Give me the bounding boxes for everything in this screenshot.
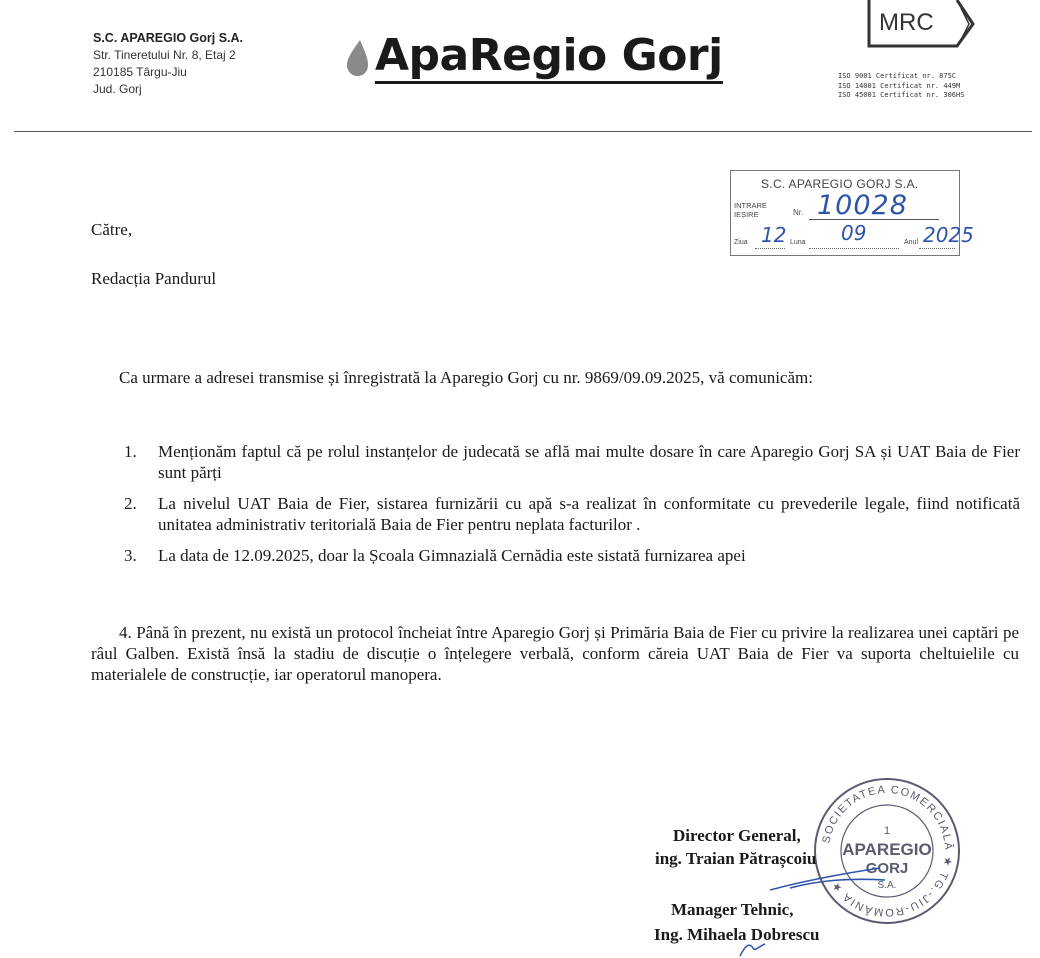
stamp-label-out: IEȘIRE [734, 209, 759, 219]
manager-name: Ing. Mihaela Dobrescu [654, 925, 820, 944]
iso-line: ISO 9001 Certificat nr. 875C [838, 72, 957, 80]
director-title: Director General, [673, 826, 801, 845]
stamp-year-label: Anul [904, 239, 919, 246]
company-seal [812, 776, 962, 926]
stamp-day-value: 12 [761, 223, 787, 247]
water-drop-icon [343, 38, 371, 78]
stamp-month-label: Luna [790, 239, 806, 246]
iso-line: ISO 14001 Certificat nr. 449M [838, 81, 961, 90]
logo-wordmark: ApaRegio Gorj [375, 32, 723, 84]
director-signature [760, 860, 890, 900]
stamp-month-line [809, 248, 899, 249]
recipient: Redacția Pandurul [91, 269, 217, 288]
registration-stamp [730, 170, 974, 256]
stamp-title: S.C. APAREGIO GORJ S.A. [761, 177, 919, 191]
list-text: Menționăm faptul că pe rolul instanțelor de judecată se află mai multe dosare în care Aparegio Gorj SA și UAT Baia de Fier sunt părți [158, 442, 1020, 482]
header-divider [14, 131, 1032, 132]
list-number: 1. [124, 442, 137, 461]
mrc-text: MRC [879, 9, 934, 36]
iso-line: ISO 45001 Certificat nr. 306HS [838, 91, 965, 99]
paragraph-4: 4. Până în prezent, nu există un protocol încheiat între Aparegio Gorj și Primăria Baia de Fier cu privire la realizarea unei captări pe râul Galben. Există însă la stadiu de discuție o înțelegere verbală, conform căreia UAT Baia de Fier va suporta cheltuielile cu materialele de construcție, iar operatorul manopera. [91, 623, 1019, 684]
list-number: 3. [124, 546, 137, 565]
address-line: Str. Tineretului Nr. 8, Etaj 2 [93, 48, 236, 62]
company-name: S.C. APAREGIO Gorj S.A. [93, 31, 244, 45]
list-text: La nivelul UAT Baia de Fier, sistarea furnizării cu apă s-a realizat în conformitate cu prevederile legale, fiind notificată unitatea administrativ teritorială Baia de Fier pentru neplata facturilor . [158, 494, 1020, 534]
seal-line2: GORJ [865, 860, 909, 877]
stamp-direction [734, 202, 767, 219]
stamp-year-line [919, 248, 955, 249]
company-logo [343, 28, 723, 88]
stamp-day-label: Ziua [734, 239, 748, 246]
list-item [124, 545, 1020, 566]
mrc-certification-logo [865, 0, 975, 50]
stamp-year-value: 2025 [923, 223, 974, 247]
list-number: 2. [124, 494, 137, 513]
stamp-day-line [755, 248, 785, 249]
list-item [124, 441, 1020, 483]
list-text: La data de 12.09.2025, doar la Școala Gimnazială Cernădia este sistată furnizarea apei [158, 546, 746, 565]
seal-ring-text: SOCIETATEA COMERCIALĂ ★ TG.-JIU-ROMÂNIA ★ [820, 783, 955, 919]
company-address-block [93, 30, 243, 98]
address-line: Jud. Gorj [93, 82, 142, 96]
list-item [124, 493, 1020, 535]
stamp-label-in: INTRARE [734, 201, 767, 210]
stamp-nr-label: Nr. [793, 208, 804, 217]
manager-signature [735, 940, 775, 958]
intro-paragraph: Ca urmare a adresei transmise și înregistrată la Aparegio Gorj cu nr. 9869/09.09.2025, vă comunicăm: [119, 368, 813, 387]
stamp-month-value: 09 [841, 221, 867, 245]
manager-title: Manager Tehnic, [671, 900, 794, 919]
points-list [124, 441, 1020, 576]
address-line: 210185 Târgu-Jiu [93, 65, 187, 79]
stamp-underline [809, 219, 939, 220]
director-name: ing. Traian Pătrașcoiu [655, 849, 817, 868]
iso-certifications [838, 72, 964, 101]
stamp-nr-value: 10028 [817, 190, 908, 221]
seal-line3: S.A. [877, 880, 897, 891]
salutation: Către, [91, 220, 133, 239]
seal-line1: APAREGIO [842, 840, 932, 859]
seal-number: 1 [883, 825, 891, 837]
